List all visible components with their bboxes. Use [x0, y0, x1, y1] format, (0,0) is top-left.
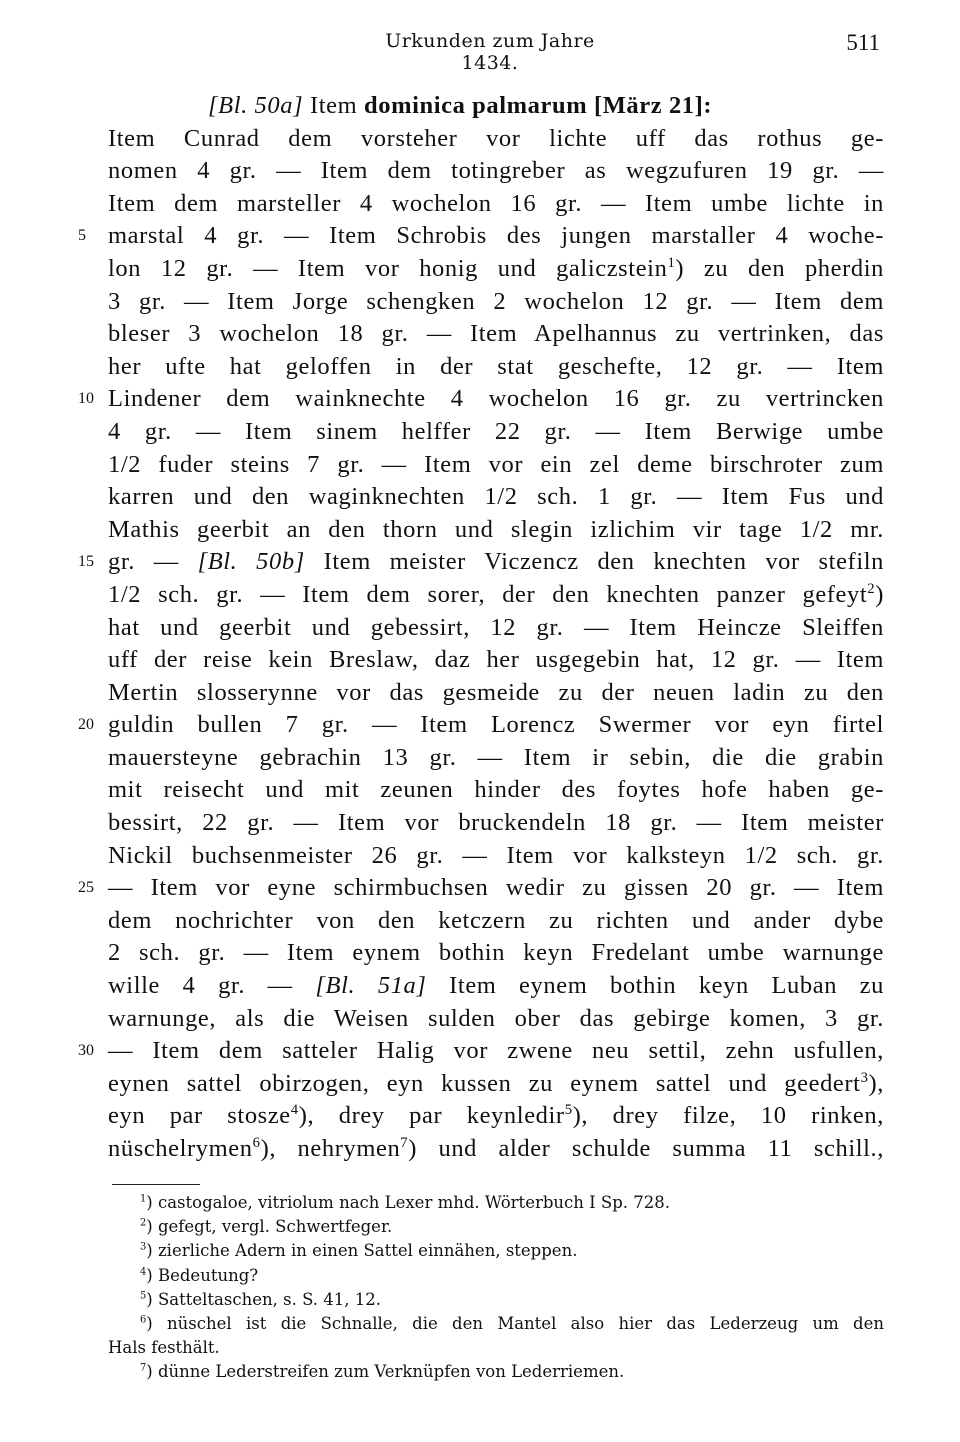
text-line: Mathis geerbit an den thorn und slegin izlichim vir tage 1/2 mr. [108, 515, 884, 543]
line-number: 10 [78, 390, 94, 408]
text-line: warnunge, als die Weisen sulden ober das gebirge komen, 3 gr. [108, 1004, 884, 1032]
text-line: uff der reise kein Breslaw, daz her usgegebin hat, 12 gr. — Item [108, 646, 884, 674]
text-line: Item dem marsteller 4 wochelon 16 gr. — Item umbe lichte in [108, 189, 884, 217]
text-line: [Bl. 50a] Item dominica palmarum [März 21]: [208, 92, 713, 119]
footnote-continuation: Hals festhält. [108, 1338, 220, 1358]
footnote: $^3$) zierliche Adern in einen Sattel einnähen, steppen. [140, 1241, 578, 1261]
text-line: 20 guldin bullen 7 gr. — Item Lorencz Swermer vor eyn firtel [108, 709, 884, 742]
text-line: 5 marstal 4 gr. — Item Schrobis des jungen marstaller 4 woche- [108, 220, 884, 253]
text-line: eyn par stosze$^4$), drey par keynledir$^5$), drey filze, 10 rinken, [108, 1102, 884, 1130]
line-number: 25 [78, 879, 94, 897]
text-line: 4 gr. — Item sinem helffer 22 gr. — Item Berwige umbe [108, 417, 884, 445]
text-line: lon 12 gr. — Item vor honig und galiczstein$^1$) zu den pherdin [108, 254, 884, 282]
text-line: mit reisecht und mit zeunen hinder des foytes hofe haben ge- [108, 776, 884, 804]
line-number: 5 [78, 227, 86, 245]
text-line: 25 — Item vor eyne schirmbuchsen wedir zu gissen 20 gr. — Item [108, 872, 884, 905]
footnote: $^4$) Bedeutung? [140, 1265, 259, 1285]
text-line: 1/2 fuder steins 7 gr. — Item vor ein zel deme birschroter zum [108, 450, 884, 478]
footnote: $^2$) gefegt, vergl. Schwertfeger. [140, 1217, 393, 1237]
text-line: bleser 3 wochelon 18 gr. — Item Apelhannus zu vertrinken, das [108, 320, 884, 348]
text-line: 10 Lindener dem wainknechte 4 wochelon 16 gr. zu vertrincken [108, 383, 884, 416]
page-number: 511 [846, 30, 880, 55]
text-line: nüschelrymen$^6$), nehrymen$^7$) und alder schulde summa 11 schill., [108, 1134, 884, 1162]
text-line: bessirt, 22 gr. — Item vor bruckendeln 18 gr. — Item meister [108, 809, 884, 837]
line-number: 20 [78, 716, 94, 734]
footnote: $^6$) nüschel ist die Schnalle, die den Mantel also hier das Lederzeug um den [140, 1313, 884, 1333]
text-line: hat und geerbit und gebessirt, 12 gr. — Item Heincze Sleiffen [108, 613, 884, 641]
text-line: dem nochrichter von den ketczern zu richten und ander dybe [108, 906, 884, 934]
line-number: 30 [78, 1042, 94, 1060]
text-line: 3 gr. — Item Jorge schengken 2 wochelon 12 gr. — Item dem [108, 287, 884, 315]
footnote: $^5$) Satteltaschen, s. S. 41, 12. [140, 1289, 381, 1309]
text-line: Item Cunrad dem vorsteher vor lichte uff das rothus ge- [108, 124, 884, 152]
text-line: 1/2 sch. gr. — Item dem sorer, der den knechten panzer gefeyt$^2$) [108, 580, 884, 608]
footnote: $^7$) dünne Lederstreifen zum Verknüpfen von Lederriemen. [140, 1362, 625, 1382]
text-line: her ufte hat geloffen in der stat geschefte, 12 gr. — Item [108, 352, 884, 380]
footnote: $^1$) castogaloe, vitriolum nach Lexer mhd. Wörterbuch I Sp. 728. [140, 1193, 671, 1212]
body-text [78, 90, 884, 1166]
text-line: 2 sch. gr. — Item eynem bothin keyn Fredelant umbe warnunge [108, 939, 884, 967]
text-line: 15 gr. — [Bl. 50b] Item meister Viczencz den knechten vor stefiln [108, 546, 884, 579]
text-line: wille 4 gr. — [Bl. 51a] Item eynem bothin keyn Luban zu [108, 972, 884, 1000]
text-line: Mertin slosserynne vor das gesmeide zu der neuen ladin zu den [108, 678, 884, 706]
text-line: eynen sattel obirzogen, eyn kussen zu eynem sattel und geedert$^3$), [108, 1069, 884, 1097]
text-line: karren und den waginknechten 1/2 sch. 1 gr. — Item Fus und [108, 483, 884, 511]
text-line: nomen 4 gr. — Item dem totingreber as wegzufuren 19 gr. — [108, 157, 884, 185]
footnote-divider [112, 1184, 200, 1185]
running-head: Urkunden zum Jahre 1434. [385, 30, 595, 74]
text-line: 30 — Item dem satteler Halig vor zwene neu settil, zehn usfullen, [108, 1035, 884, 1068]
text-line: Nickil buchsenmeister 26 gr. — Item vor kalksteyn 1/2 sch. gr. [108, 841, 884, 869]
footnotes [108, 1191, 884, 1385]
line-number: 15 [78, 553, 94, 571]
text-line: mauersteyne gebrachin 13 gr. — Item ir sebin, die die grabin [108, 743, 884, 771]
